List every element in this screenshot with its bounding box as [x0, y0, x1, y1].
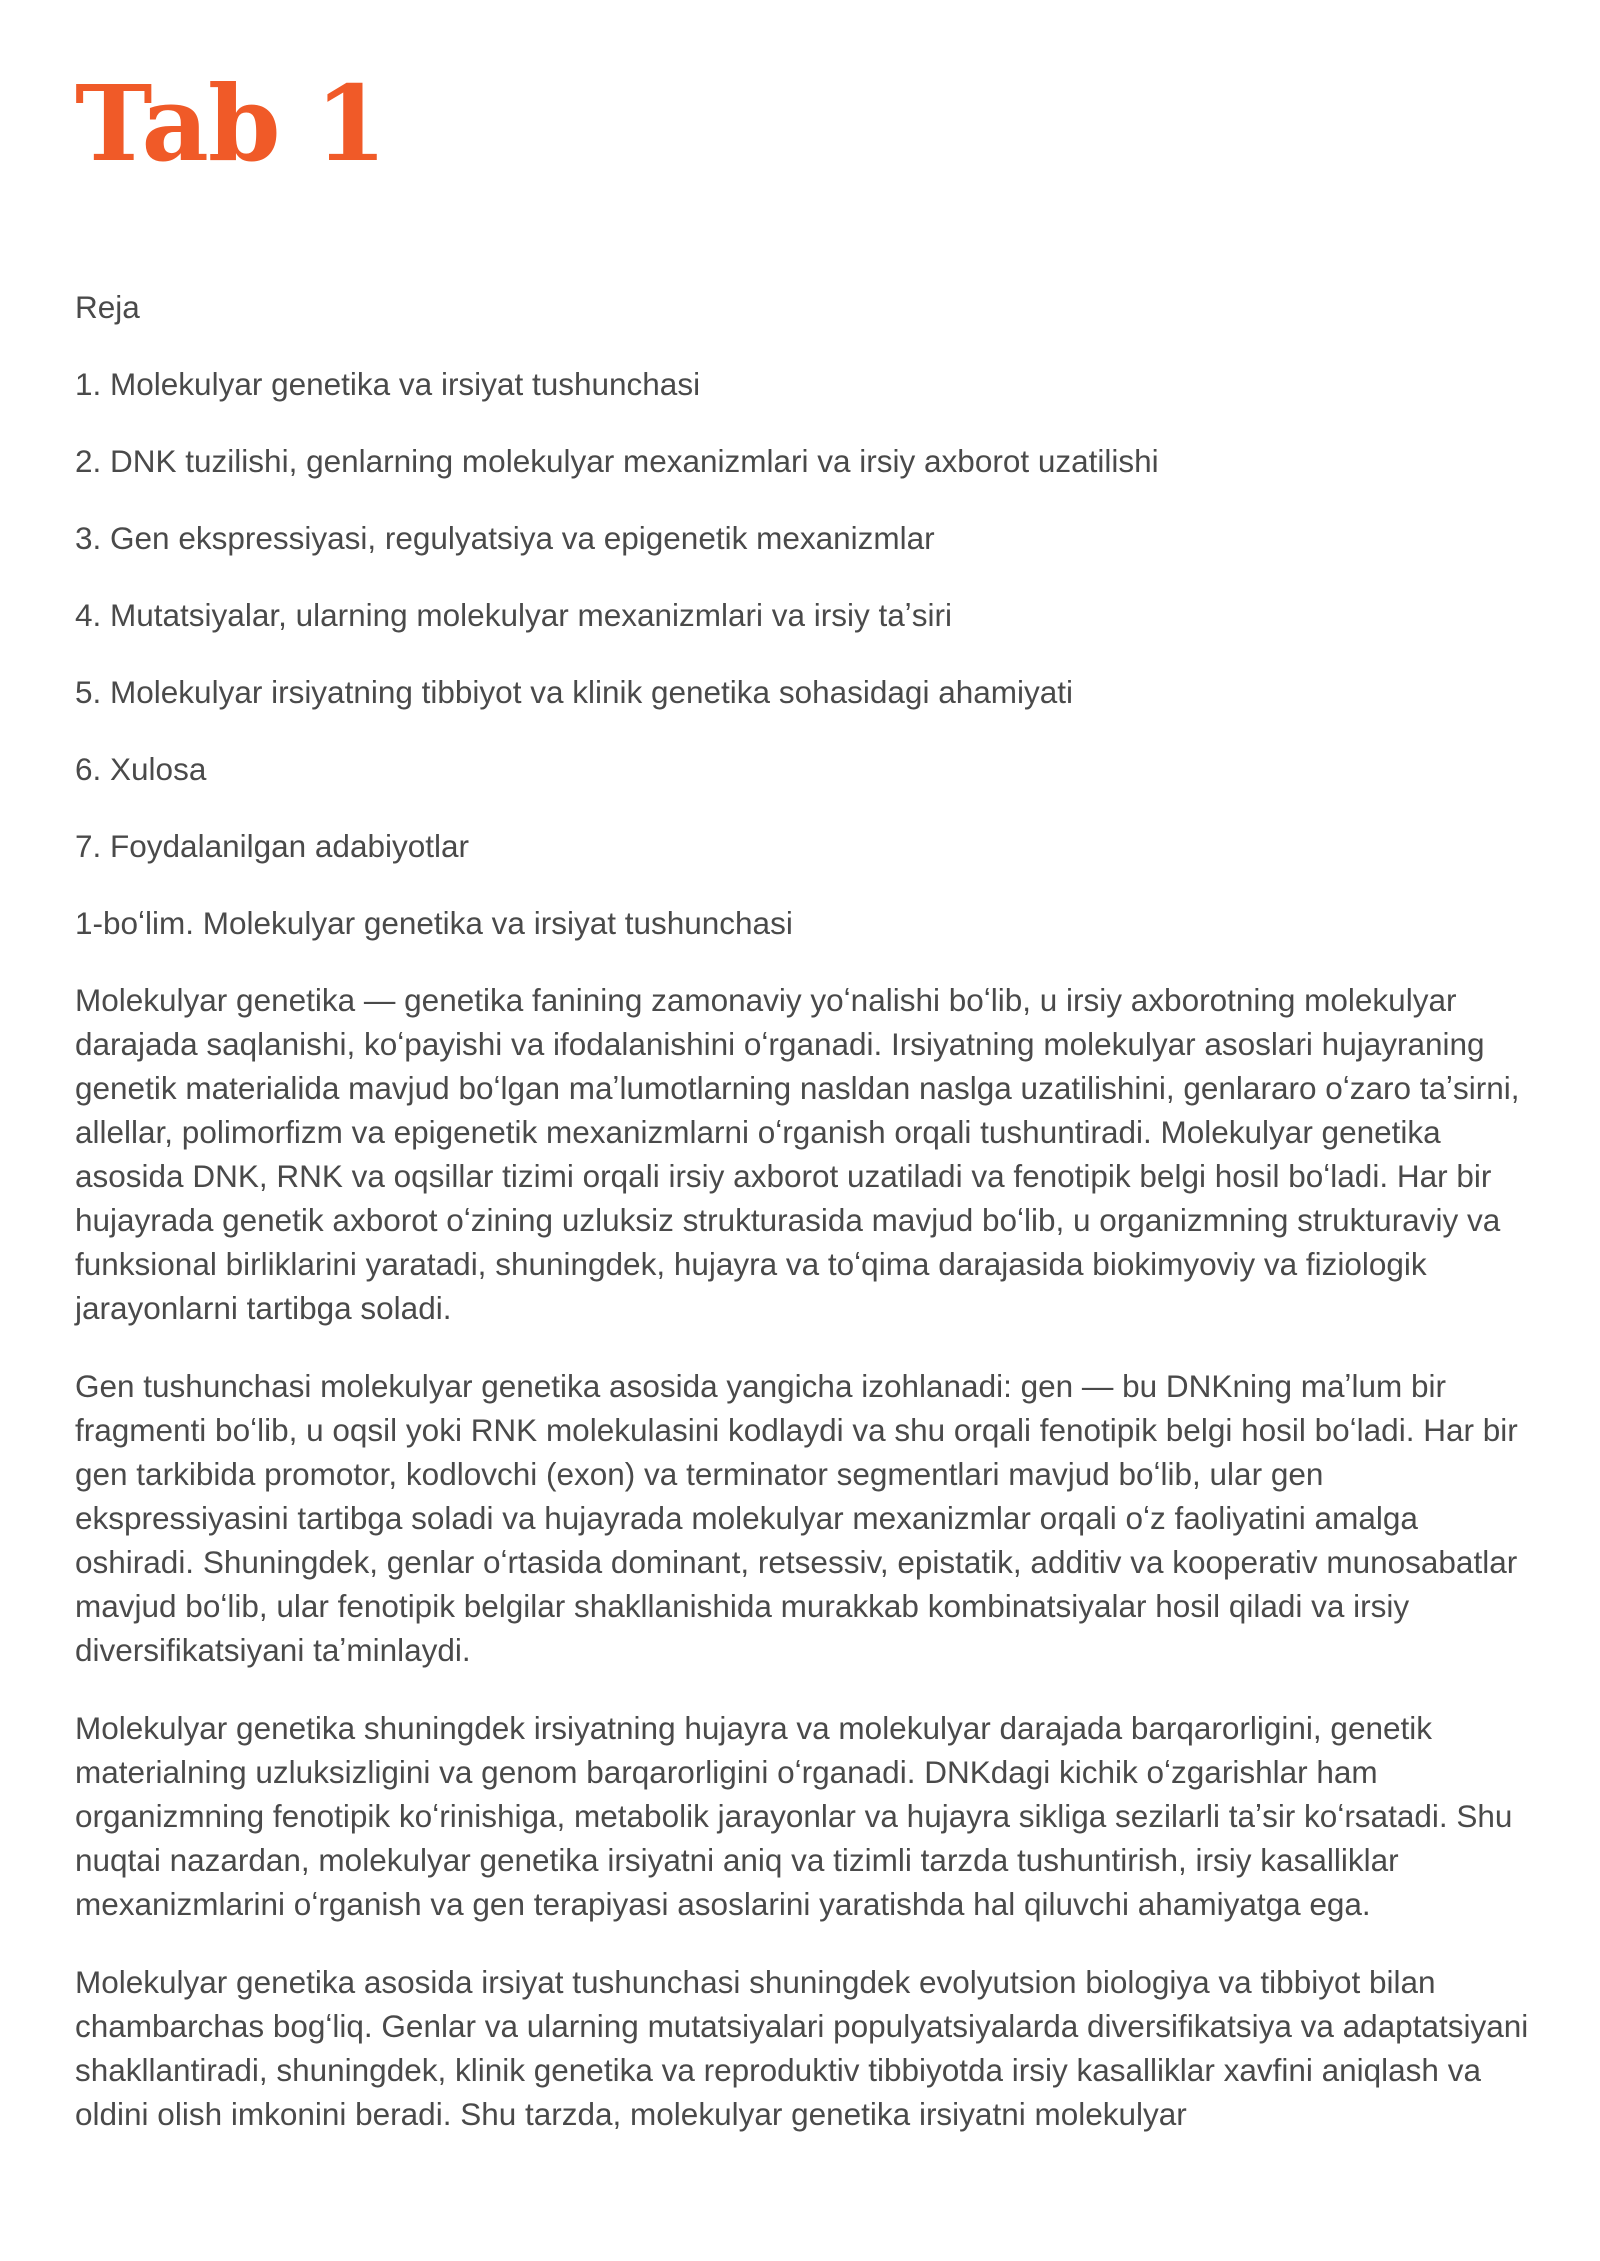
- plan-item: 3. Gen ekspressiyasi, regulyatsiya va epigenetik mexanizmlar: [75, 520, 935, 556]
- plan-item: 6. Xulosa: [75, 751, 207, 787]
- page-title: Tab 1: [75, 62, 387, 185]
- plan-item: 7. Foydalanilgan adabiyotlar: [75, 828, 470, 864]
- plan-item: 5. Molekulyar irsiyatning tibbiyot va klinik genetika sohasidagi ahamiyati: [75, 674, 1074, 710]
- body-paragraph: Gen tushunchasi molekulyar genetika asosida yangicha izohlanadi: gen — bu DNKning maʼlum bir fragmenti boʻlib, u oqsil yoki RNK molekulasini kodlaydi va shu orqali fenotipik belgi hosil boʻladi. Har bir gen tarkibida promotor, kodlovchi (exon) va terminator segmentlari mavjud boʻlib, ular gen ekspressiyasini tartibga soladi va hujayrada molekulyar mexanizmlar orqali oʻz faoliyatini amalga oshiradi. Shuningdek, genlar oʻrtasida dominant, retsessiv, epistatik, additiv va kooperativ munosabatlar mavjud boʻlib, ular fenotipik belgilar shakllanishida murakkab kombinatsiyalar hosil qiladi va irsiy diversifikatsiyani taʼminlaydi.: [75, 1368, 1518, 1668]
- body-paragraph: Molekulyar genetika — genetika fanining zamonaviy yoʻnalishi boʻlib, u irsiy axborotning molekulyar darajada saqlanishi, koʻpayishi va ifodalanishini oʻrganadi. Irsiyatning molekulyar asoslari hujayraning genetik materialida mavjud boʻlgan maʼlumotlarning nasldan naslga uzatilishini, genlararo oʻzaro taʼsirni, allellar, polimorfizm va epigenetik mexanizmlarni oʻrganish orqali tushuntiradi. Molekulyar genetika asosida DNK, RNK va oqsillar tizimi orqali irsiy axborot uzatiladi va fenotipik belgi hosil boʻladi. Har bir hujayrada genetik axborot oʻzining uzluksiz strukturasida mavjud boʻlib, u organizmning strukturaviy va funksional birliklarini yaratadi, shuningdek, hujayra va toʻqima darajasida biokimyoviy va fiziologik jarayonlarni tartibga soladi.: [75, 982, 1520, 1326]
- section-heading: 1-boʻlim. Molekulyar genetika va irsiyat tushunchasi: [75, 905, 793, 941]
- body-paragraph: Molekulyar genetika asosida irsiyat tushunchasi shuningdek evolyutsion biologiya va tibbiyot bilan chambarchas bogʻliq. Genlar va ularning mutatsiyalari populyatsiyalarda diversifikatsiya va adaptatsiyani shakllantiradi, shuningdek, klinik genetika va reproduktiv tibbiyotda irsiy kasalliklar xavfini aniqlash va oldini olish imkonini beradi. Shu tarzda, molekulyar genetika irsiyatni molekulyar: [75, 1964, 1529, 2132]
- plan-heading: Reja: [75, 289, 140, 325]
- plan-item: 4. Mutatsiyalar, ularning molekulyar mexanizmlari va irsiy taʼsiri: [75, 597, 953, 633]
- plan-item: 1. Molekulyar genetika va irsiyat tushunchasi: [75, 366, 701, 402]
- body-paragraph: Molekulyar genetika shuningdek irsiyatning hujayra va molekulyar darajada barqarorligini, genetik materialning uzluksizligini va genom barqarorligini oʻrganadi. DNKdagi kichik oʻzgarishlar ham organizmning fenotipik koʻrinishiga, metabolik jarayonlar va hujayra sikliga sezilarli taʼsir koʻrsatadi. Shu nuqtai nazardan, molekulyar genetika irsiyatni aniq va tizimli tarzda tushuntirish, irsiy kasalliklar mexanizmlarini oʻrganish va gen terapiyasi asoslarini yaratishda hal qiluvchi ahamiyatga ega.: [75, 1710, 1513, 1922]
- plan-item: 2. DNK tuzilishi, genlarning molekulyar mexanizmlari va irsiy axborot uzatilishi: [75, 443, 1159, 479]
- document-body: [75, 285, 1545, 2170]
